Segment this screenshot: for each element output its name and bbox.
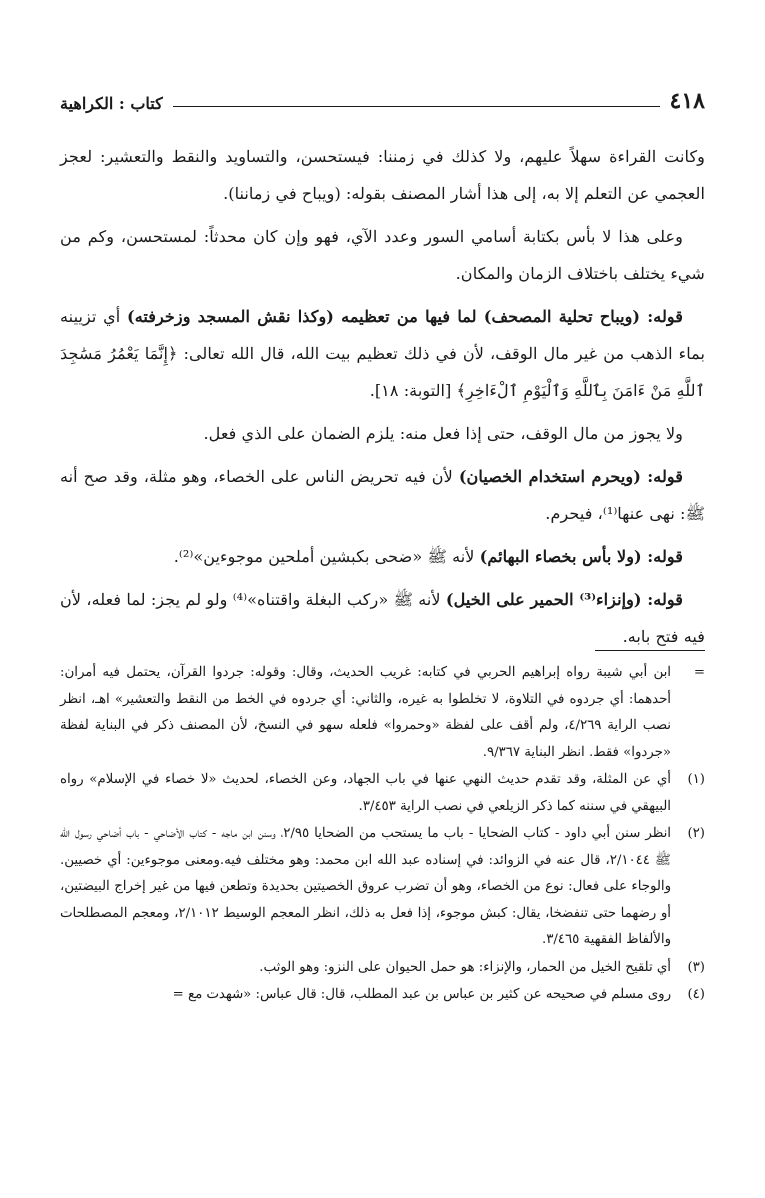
footnotes xyxy=(60,660,705,1010)
paragraph: وعلى هذا لا بأس بكتابة أسامي السور وعدد الآي، فهو وإن كان محدثاً: لمستحسن، وكم من شيء يختلف باختلاف الزمان والمكان. xyxy=(60,227,705,283)
paragraph: قوله: (ويباح تحلية المصحف) لما فيها من تعظيمه (وكذا نقش المسجد وزخرفته) أي تزيينه بماء الذهب من غير مال الوقف، لأن في ذلك تعظيم بيت الله، قال الله تعالى: ﴿إِنَّمَا يَعْمُرُ مَسَٰجِدَ ٱللَّهِ مَنْ ءَامَنَ بِٱللَّهِ وَٱلْيَوْمِ ٱلْءَاخِرِ﴾ [التوبة: ١٨]. xyxy=(60,307,705,400)
paragraph: قوله: (ويحرم استخدام الخصيان) لأن فيه تحريض الناس على الخصاء، وهو مثلة، وقد صح أنه ﷺ: نهى عنها⁽¹⁾، فيحرم. xyxy=(60,467,705,523)
main-text xyxy=(60,138,705,655)
footnote xyxy=(60,982,705,1009)
footnote xyxy=(60,660,705,766)
paragraph: قوله: (وإنزاء⁽³⁾ الحمير على الخيل) لأنه ﷺ «ركب البغلة واقتناه»⁽⁴⁾ ولو لم يجز: لما فعله، لأن فيه فتح بابه. xyxy=(60,590,705,646)
running-header xyxy=(60,78,705,112)
footnote-text: أي تلقيح الخيل من الحمار، والإنزاء: هو حمل الحيوان على النزو: وهو الوثب. xyxy=(259,959,671,975)
footnote-text: أي عن المثلة، وقد تقدم حديث النهي عنها في باب الجهاد، وعن الخصاء، لحديث «لا خصاء في الإسلام» رواه البيهقي في سننه كما ذكر الزيلعي في نصب الراية ٣/٤٥٣. xyxy=(60,772,671,814)
paragraph: وكانت القراءة سهلاً عليهم، ولا كذلك في زمننا: فيستحسن، والتساويد والنقط والتعشير: لعجز العجمي عن التعلم إلا به، إلى هذا أشار المصنف بقوله: (ويباح في زماننا). xyxy=(60,147,705,203)
footnote-marker: (٣) xyxy=(687,959,705,975)
paragraph: قوله: (ولا بأس بخصاء البهائم) لأنه ﷺ «ضحى بكبشين أملحين موجوءين»⁽²⁾. xyxy=(173,547,683,566)
footnote-text: ابن أبي شيبة رواه إبراهيم الحربي في كتابه: غريب الحديث، وقال: وقوله: جردوا القرآن، يحتمل فيه أمران: أحدهما: أي جردوه في التلاوة، لا تخلطوا به غيره، والثاني: أي جردوه في الخط من النقط والتعشير» اهـ، انظر نصب الراية ٤/٢٦٩، ولم أقف على لفظة «وحمروا» فلعله سهو في النسخ، لأن المصنف ذكر في البناية لفظة «جردوا» فقط. انظر البناية ٩/٣٦٧. xyxy=(60,665,671,760)
footnote-marker: = xyxy=(693,665,705,680)
footnote-marker: (٢) xyxy=(687,826,705,841)
footnote-separator xyxy=(595,650,705,651)
book-title: كتاب : الكراهية xyxy=(60,94,163,113)
header-rule xyxy=(173,106,660,107)
page-number: ٤١٨ xyxy=(669,88,705,114)
footnote-marker: (٤) xyxy=(687,987,705,1002)
footnote xyxy=(60,821,705,954)
paragraph: ولا يجوز من مال الوقف، حتى إذا فعل منه: يلزم الضمان على الذي فعل. xyxy=(203,424,683,443)
footnote-text: انظر سنن أبي داود - كتاب الضحايا - باب ما يستحب من الضحايا ٢/٩٥، وسنن ابن ماجه - كتاب الأضاحي - باب أضاحي رسول الله ﷺ ٢/١٠٤٤، قال عنه في الزوائد: في إسناده عبد الله ابن محمد: وهو مختلف فيه.ومعنى موجوءين: أي خصيين. والوجاء على فعال: نوع من الخصاء، وهو أن تضرب عروق الخصيتين بحديدة وتطعن فيها من غير إخراج البيضتين، أو رضهما حتى تنفضخا، يقال: كبش موجوء، إذا فعل به ذلك، انظر المعجم الوسيط ٢/١٠١٢، ومعجم المصطلحات والألفاظ الفقهية ٣/٤٦٥. xyxy=(60,826,671,947)
footnote xyxy=(60,955,705,982)
footnote xyxy=(60,767,705,820)
footnote-text: روى مسلم في صحيحه عن كثير بن عباس بن عبد المطلب، قال: قال عباس: «شهدت مع = xyxy=(172,987,671,1002)
footnote-marker: (١) xyxy=(687,772,705,787)
